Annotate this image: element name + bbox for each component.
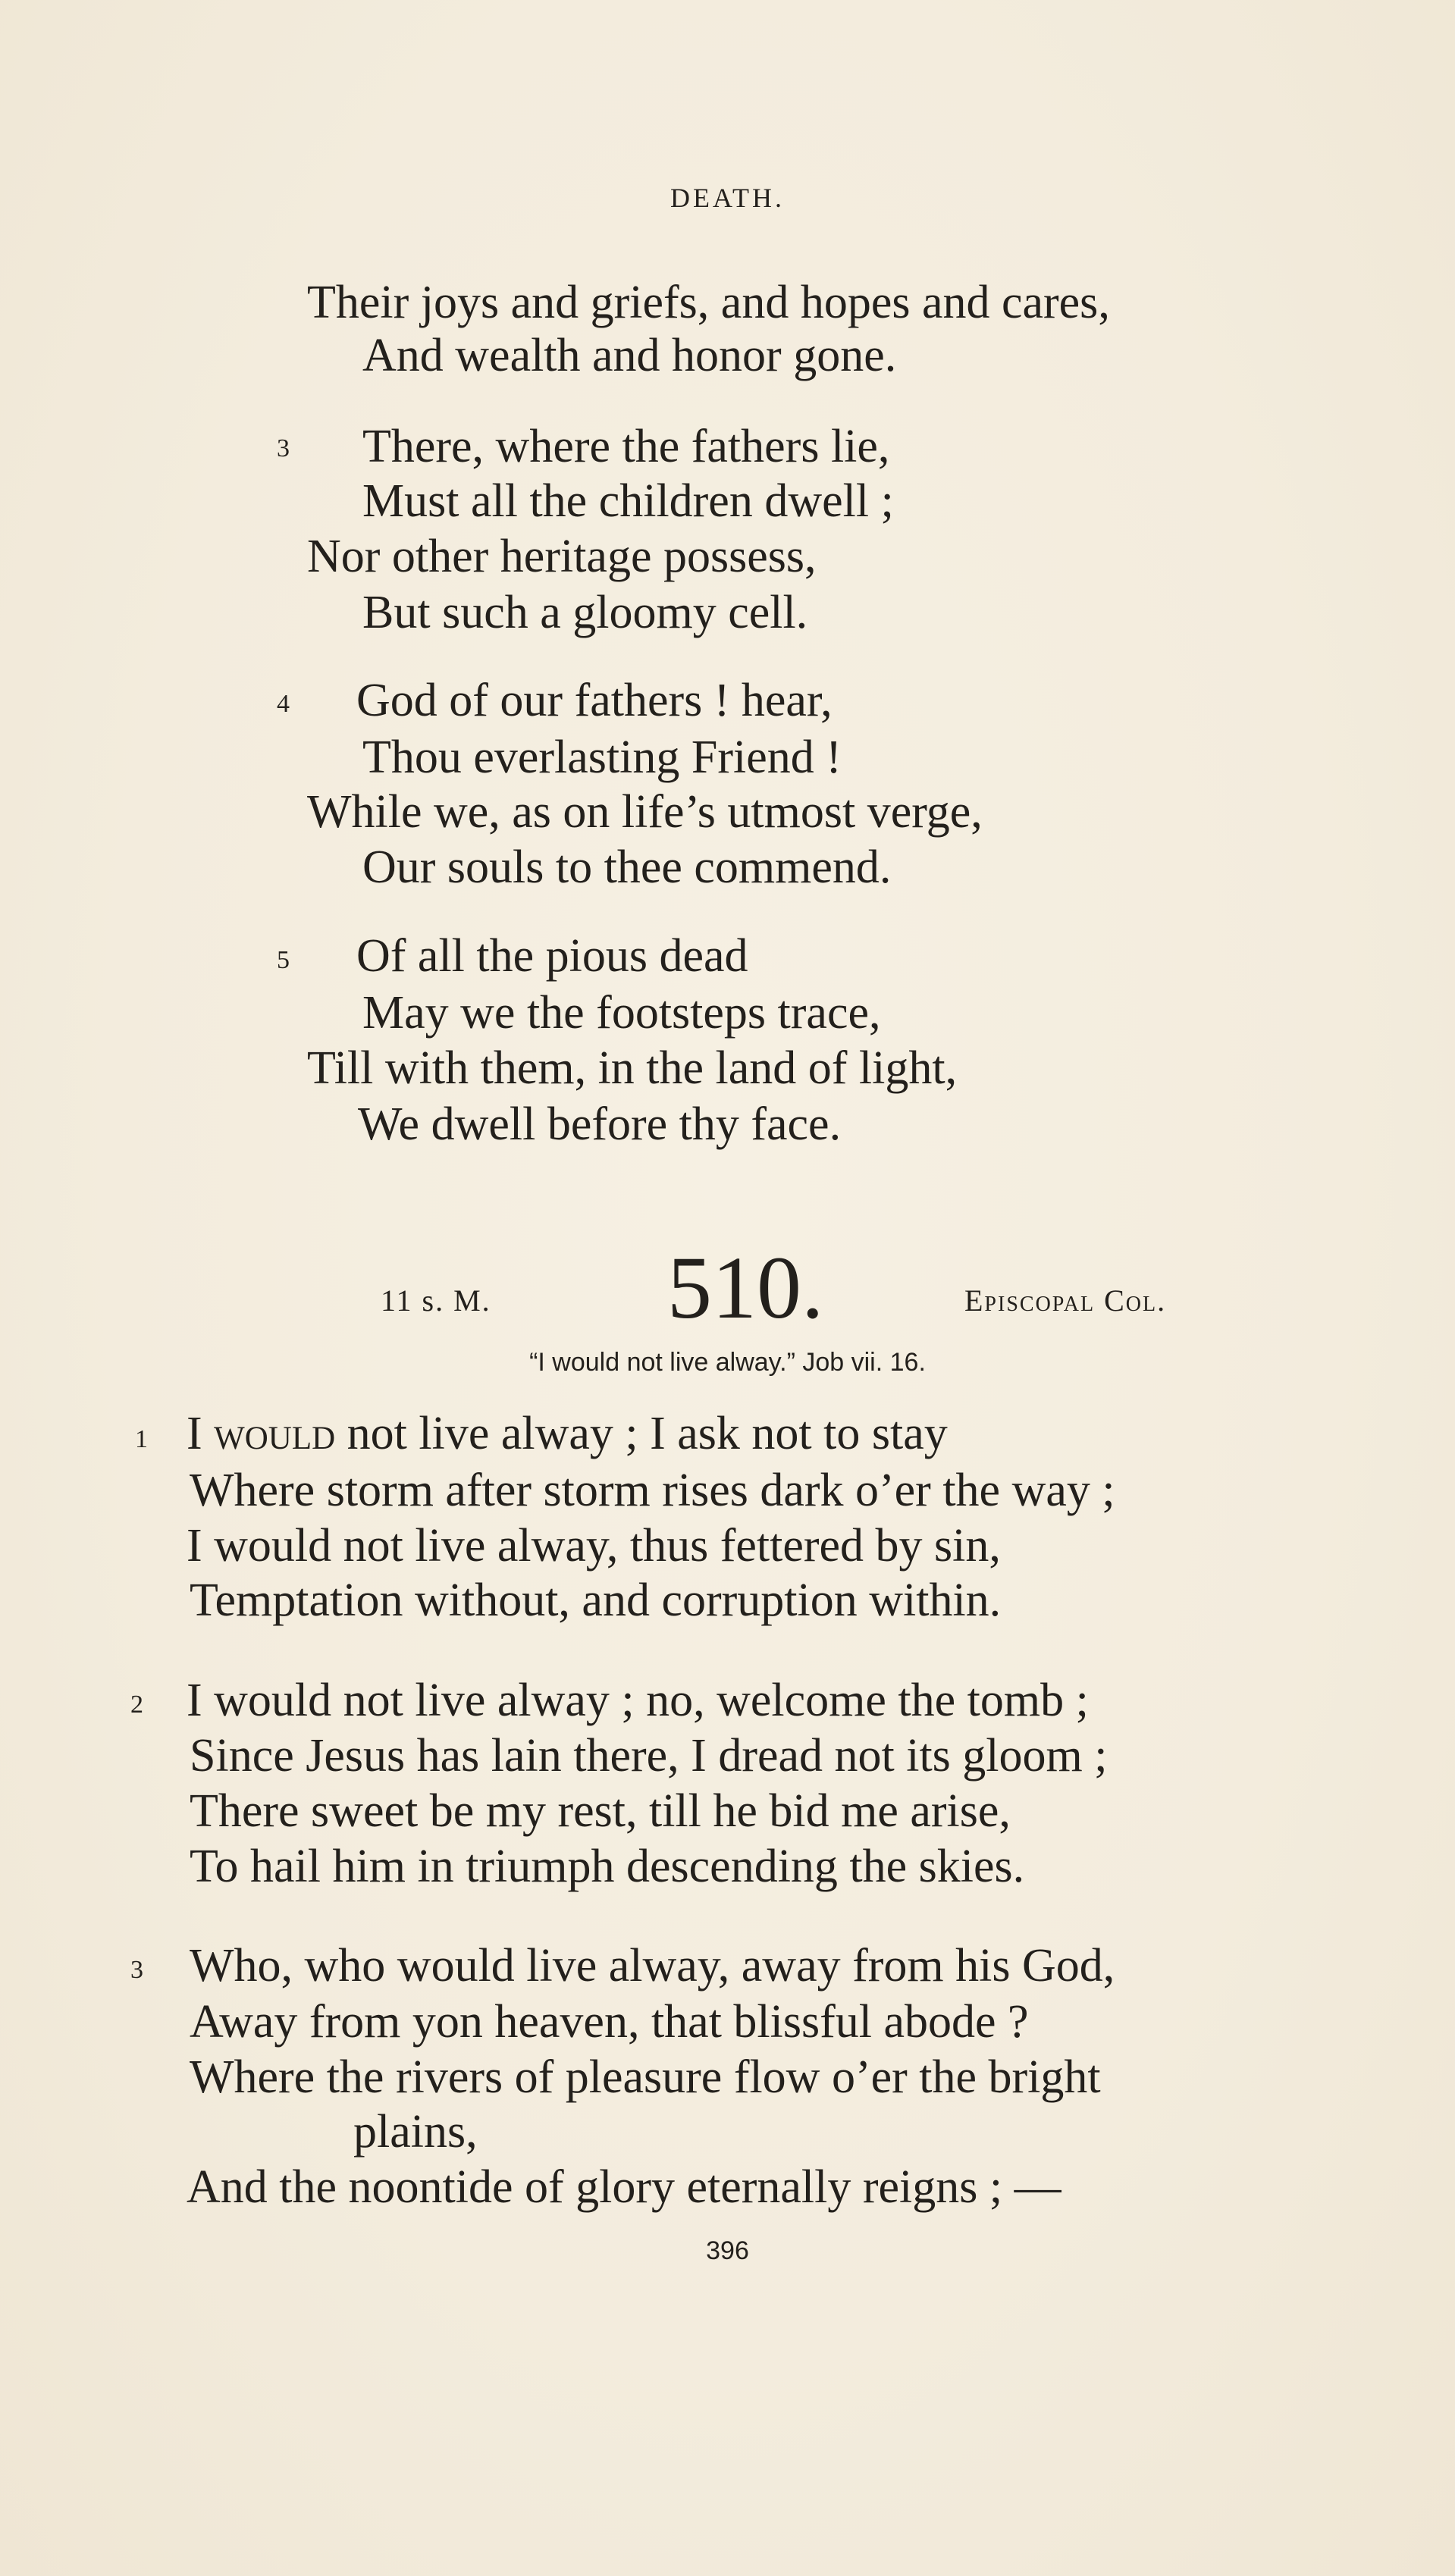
verse-line: While we, as on life’s utmost verge, — [307, 786, 983, 838]
hymn-epigraph: “I would not live alway.” Job vii. 16. — [529, 1348, 926, 1377]
verse-line: To hail him in triumph descending the skies. — [190, 1841, 1025, 1892]
verse-line: And the noontide of glory eternally reigns ; — — [187, 2161, 1061, 2213]
stanza-number: 4 — [277, 690, 290, 718]
hymn-number: 510. — [667, 1238, 824, 1337]
stanza-number: 2 — [130, 1691, 143, 1719]
verse-line — [187, 1410, 948, 1457]
verse-line: There, where the fathers lie, — [362, 421, 890, 472]
running-head: DEATH. — [670, 183, 785, 213]
page-number: 396 — [706, 2236, 749, 2265]
hymn-tune: Episcopal Col. — [964, 1283, 1167, 1318]
verse-line: Where the rivers of pleasure flow o’er the bright — [190, 2051, 1101, 2103]
verse-line: I would not live alway, thus fettered by sin, — [187, 1520, 1001, 1572]
verse-line: plains, — [353, 2106, 478, 2158]
stanza-number: 1 — [135, 1425, 148, 1453]
verse-line: Nor other heritage possess, — [307, 531, 817, 582]
stanza-number: 3 — [130, 1956, 143, 1984]
verse-line: There sweet be my rest, till he bid me arise, — [190, 1785, 1011, 1837]
verse-line: Their joys and griefs, and hopes and cares, — [307, 277, 1110, 328]
verse-line-rest: not live alway ; I ask not to stay — [335, 1408, 948, 1459]
hymn-meter: 11 s. M. — [381, 1283, 491, 1318]
verse-line: I would not live alway ; no, welcome the tomb ; — [187, 1675, 1089, 1726]
verse-line: Thou everlasting Friend ! — [362, 732, 842, 783]
verse-line: Must all the children dwell ; — [362, 475, 894, 527]
stanza-number: 3 — [277, 434, 290, 462]
hymn-header — [0, 1238, 1455, 1337]
stanza-number: 5 — [277, 946, 290, 974]
verse-line: Since Jesus has lain there, I dread not its gloom ; — [190, 1730, 1108, 1782]
verse-line: May we the footsteps trace, — [362, 987, 881, 1039]
verse-line: Till with them, in the land of light, — [307, 1042, 958, 1094]
verse-line: God of our fathers ! hear, — [356, 675, 833, 726]
verse-line: Our souls to thee commend. — [362, 841, 892, 893]
verse-line: Who, who would live alway, away from his God, — [190, 1940, 1115, 1992]
verse-line: Of all the pious dead — [356, 930, 748, 982]
verse-line: And wealth and honor gone. — [362, 330, 897, 381]
verse-line: We dwell before thy face. — [358, 1098, 842, 1150]
verse-line: Where storm after storm rises dark o’er the way ; — [190, 1465, 1115, 1516]
verse-line: But such a gloomy cell. — [362, 587, 808, 638]
verse-line: Temptation without, and corruption within. — [190, 1575, 1002, 1626]
first-word: I would — [187, 1408, 336, 1459]
verse-line: Away from yon heaven, that blissful abode ? — [190, 1996, 1029, 2048]
